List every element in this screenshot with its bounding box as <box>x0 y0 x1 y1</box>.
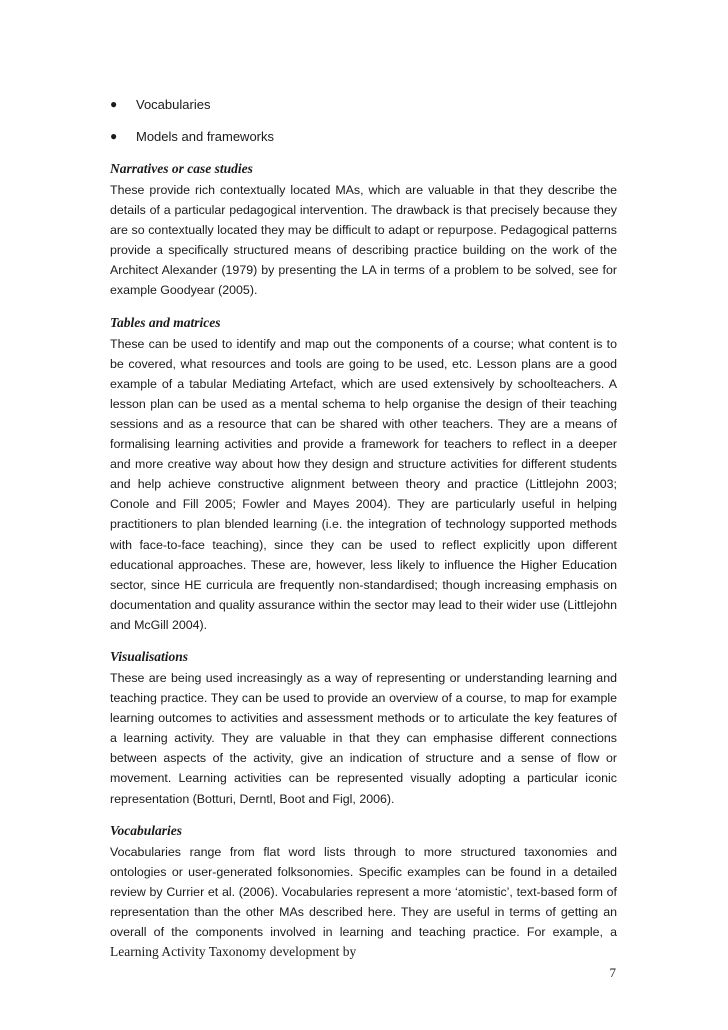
section-paragraph-tables: These can be used to identify and map out the components of a course; what content is to be covered, what resources and tools are going to be used, etc. Lesson plans are a good example of a tabular Mediating Artefact, which are used extensively by schoolteachers. A lesson plan can be used as a mental schema to help organise the design of their teaching sessions and as a resource that can be shared with other teachers. They are a means of formalising learning activities and provide a framework for teachers to reflect in a deeper and more creative way about how they design and structure activities for different students and help achieve constructive alignment between theory and practice (Littlejohn 2003; Conole and Fill 2005; Fowler and Mayes 2004). They are particularly useful in helping practitioners to plan blended learning (i.e. the integration of technology supported methods with face-to-face teaching), since they can be used to reflect explicitly upon different educational approaches. These are, however, less likely to influence the Higher Education sector, since HE curricula are frequently non-standardised; though increasing emphasis on documentation and quality assurance within the sector may lead to their wider use (Littlejohn and McGill 2004). <box>110 336 617 632</box>
bullet-text: Models and frameworks <box>136 128 274 144</box>
section-heading-visualisations: Visualisations <box>110 648 189 664</box>
section-heading-tables: Tables and matrices <box>110 314 221 330</box>
paragraph-text: Vocabularies range from flat word lists through to more structured taxonomies and ontologies or user-generated folksonomies. Specific examples can be found in a detailed review by Currier et al. (2006). Vocabularies represent a more ‘atomistic’, text-based form of representation than the other MAs described here. They are useful in terms of getting an overall of the components involved in learning and teaching practice. For example, a <box>110 844 617 939</box>
section-paragraph-visualisations: These are being used increasingly as a way of representing or understanding learning and teaching practice. They can be used to provide an overview of a course, to map for example learning outcomes to activities and assessment methods or to articulate the key features of a learning activity. They are valuable in that they can emphasise different connections between aspects of the activity, give an indication of structure and a sense of flow or movement. Learning activities can be represented visually adopting a particular iconic representation (Botturi, Derntl, Boot and Figl, 2006). <box>110 670 617 806</box>
section-heading-narratives: Narratives or case studies <box>110 161 253 176</box>
bullet-item <box>110 120 617 152</box>
section-paragraph-vocabularies <box>110 842 617 963</box>
bullet-item <box>110 88 617 120</box>
paragraph-serif-tail: Learning Activity Taxonomy development by <box>110 944 357 960</box>
page-content <box>110 88 617 973</box>
bullet-text: Vocabularies <box>136 96 211 112</box>
section-paragraph-narratives: These provide rich contextually located MAs, which are valuable in that they describe the details of a particular pedagogical intervention. The drawback is that precisely because they are so contextually located they may be difficult to adapt or repurpose. Pedagogical patterns provide a specifically structured means of describing practice building on the work of the Architect Alexander (1979) by presenting the LA in terms of a problem to be solved, see for example Goodyear (2005). <box>110 183 617 298</box>
bullet-dot-icon: ● <box>110 129 118 143</box>
bullet-list <box>110 88 617 152</box>
section-heading-vocabularies: Vocabularies <box>110 822 183 838</box>
bullet-dot-icon: ● <box>110 97 118 111</box>
page-number: 7 <box>609 965 616 980</box>
